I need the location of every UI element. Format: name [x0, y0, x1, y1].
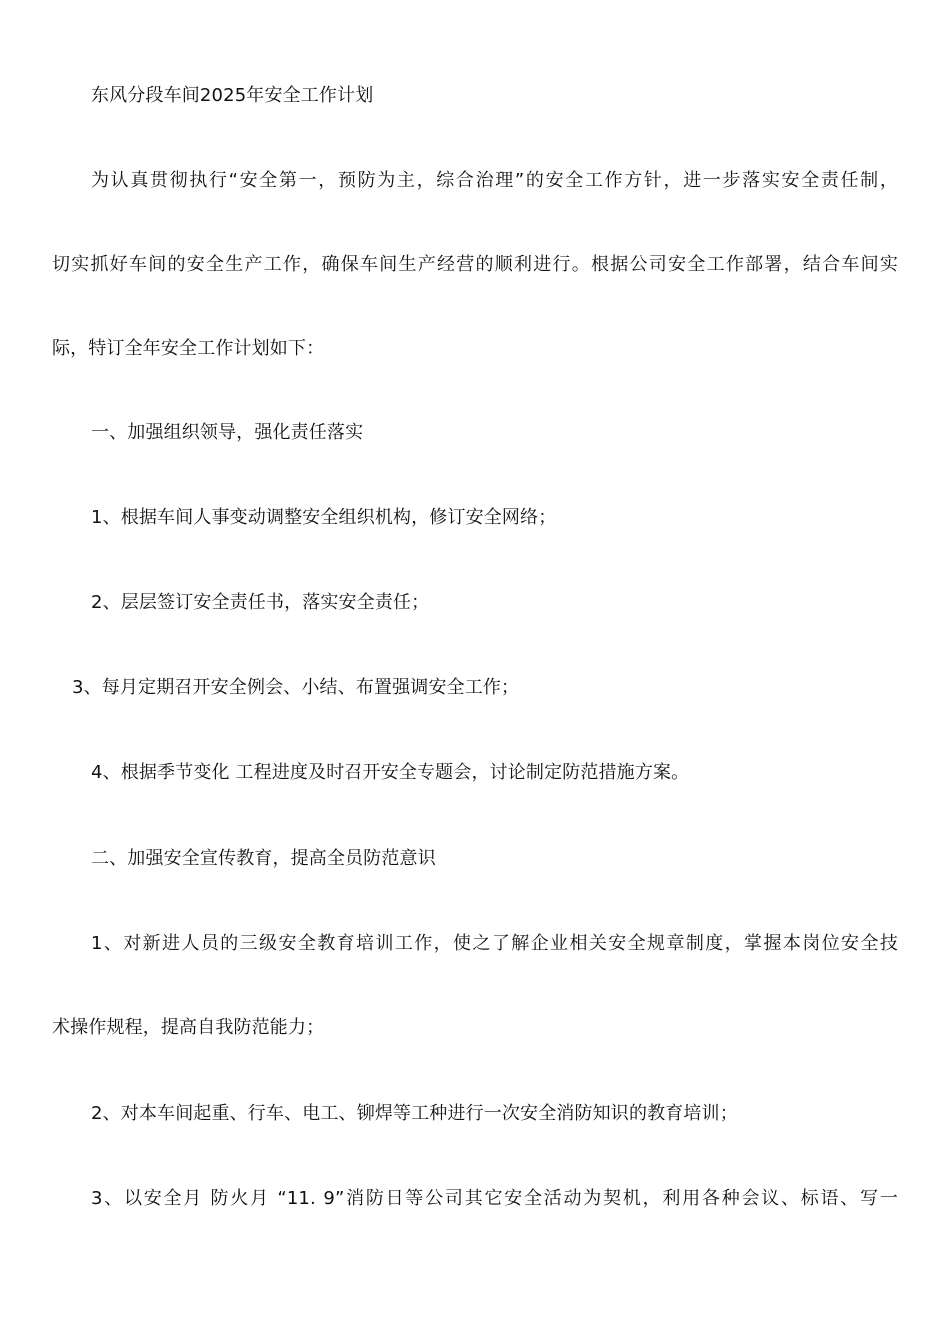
section-2-item-2: 2、对本车间起重、行车、电工、铆焊等工种进行一次安全消防知识的教育培训； [91, 1103, 738, 1124]
section-1-item-4: 4、根据季节变化 工程进度及时召开安全专题会，讨论制定防范措施方案。 [91, 762, 690, 783]
section-1-heading: 一、加强组织领导，强化责任落实 [91, 422, 364, 443]
section-1-item-3: 3、每月定期召开安全例会、小结、布置强调安全工作； [72, 677, 520, 698]
document-title: 东风分段车间2025年安全工作计划 [91, 85, 374, 106]
section-2-item-3-line-1: 3、以安全月 防火月 “11. 9”消防日等公司其它安全活动为契机，利用各种会议、标语、写一 [91, 1188, 898, 1209]
section-2-heading: 二、加强安全宣传教育，提高全员防范意识 [91, 848, 436, 869]
section-1-item-1: 1、根据车间人事变动调整安全组织机构，修订安全网络； [91, 507, 557, 528]
section-1-item-2: 2、层层签订安全责任书，落实安全责任； [91, 592, 430, 613]
section-2-item-1-line-1: 1、对新进人员的三级安全教育培训工作，使之了解企业相关安全规章制度，掌握本岗位安全技 [91, 933, 898, 954]
intro-line-3: 际，特订全年安全工作计划如下： [52, 338, 325, 359]
intro-line-2: 切实抓好车间的安全生产工作，确保车间生产经营的顺利进行。根据公司安全工作部署，结合车间实 [52, 254, 898, 275]
section-2-item-1-line-2: 术操作规程，提高自我防范能力； [52, 1017, 325, 1038]
intro-line-1: 为认真贯彻执行“安全第一，预防为主，综合治理”的安全工作方针，进一步落实安全责任制， [91, 170, 898, 191]
